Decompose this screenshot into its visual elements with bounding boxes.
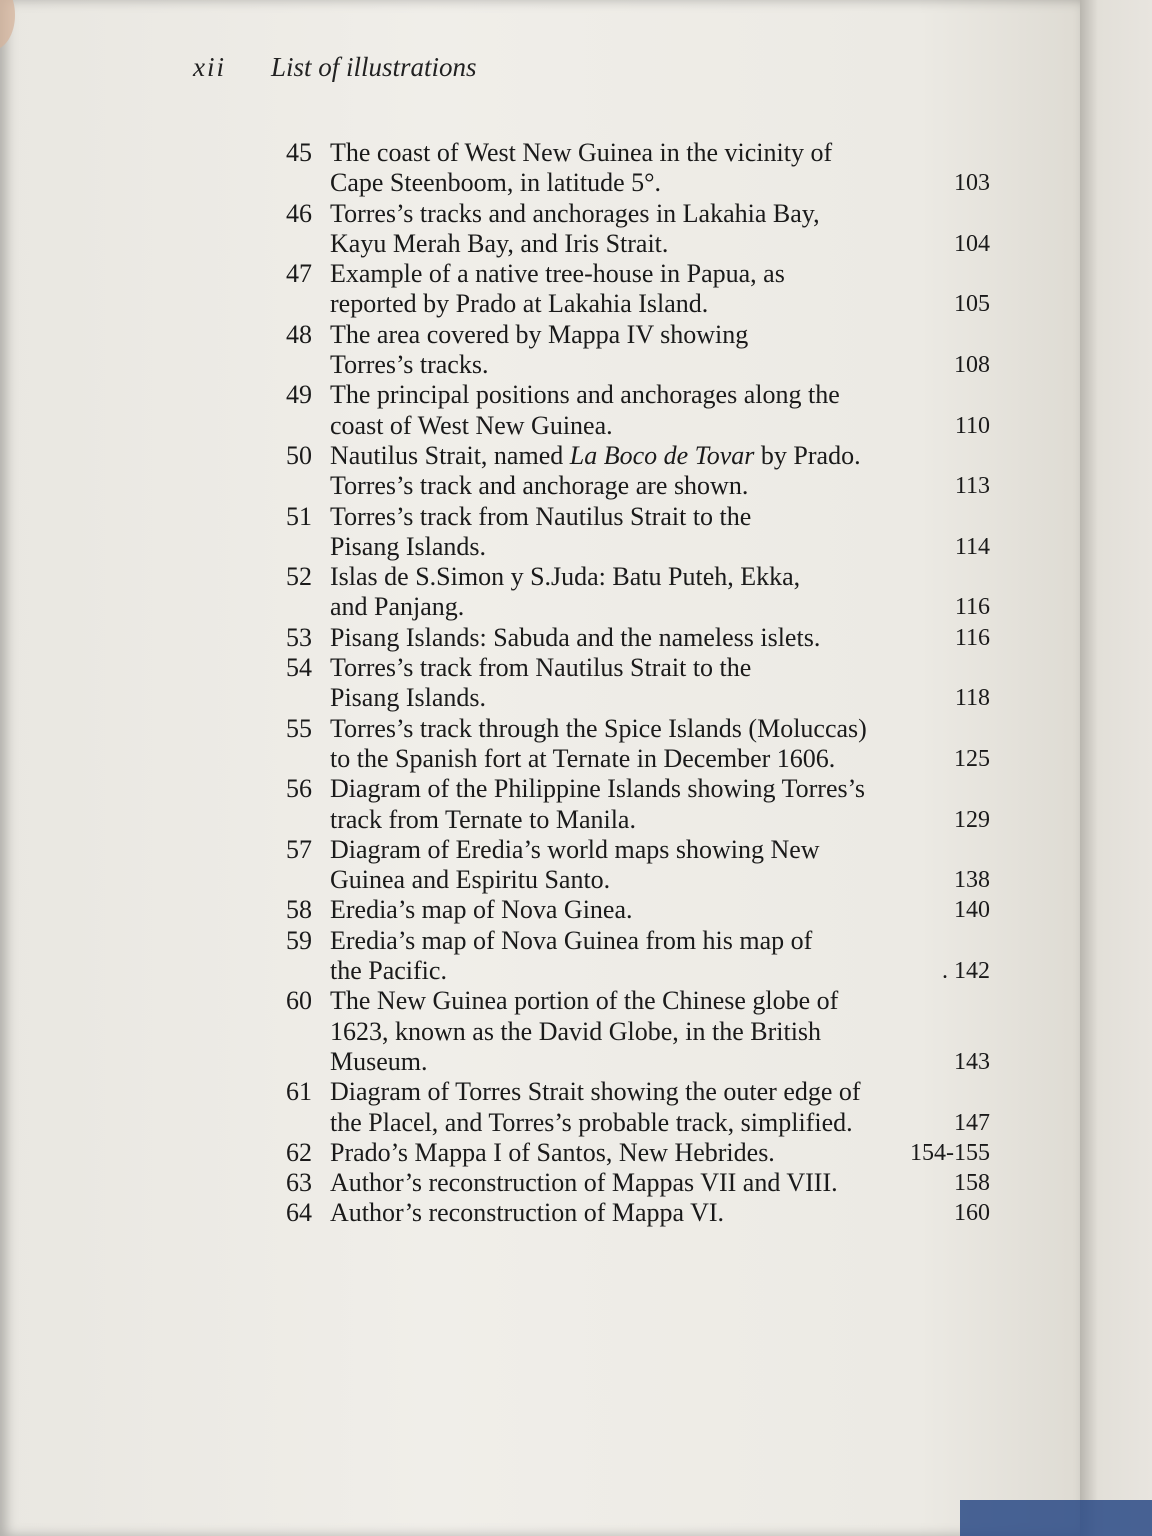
entry-caption-line: Guinea and Espiritu Santo. — [330, 865, 611, 895]
entry-number: 53 — [286, 622, 312, 652]
list-entry — [270, 259, 990, 320]
entry-number: 48 — [286, 319, 312, 349]
list-entry — [270, 1168, 990, 1198]
entry-caption-line: coast of West New Guinea. — [330, 410, 613, 440]
entry-page-number: 147 — [954, 1109, 990, 1136]
illustrations-list — [270, 138, 990, 1229]
entry-caption-line: Pisang Islands: Sabuda and the nameless islets. — [330, 622, 821, 652]
entry-page-number: 110 — [954, 412, 990, 439]
list-entry — [270, 380, 990, 441]
entry-caption-line: The principal positions and anchorages along the — [330, 380, 840, 410]
entry-caption-line: Torres’s track through the Spice Islands (Moluccas) — [330, 713, 867, 743]
entry-caption-line: Eredia’s map of Nova Guinea from his map of — [330, 925, 813, 955]
list-entry — [270, 320, 990, 381]
entry-caption-line: Diagram of Eredia’s world maps showing New — [330, 834, 820, 864]
facing-page-edge — [1080, 0, 1152, 1536]
list-entry — [270, 895, 990, 925]
list-entry — [270, 623, 990, 653]
entry-caption-line: the Pacific. — [330, 956, 447, 986]
entry-page-number: 108 — [954, 352, 990, 379]
caption-text: by Prado. — [754, 440, 861, 470]
entry-number: 58 — [286, 895, 312, 925]
entry-number: 45 — [286, 138, 312, 167]
book-cover-edge — [960, 1500, 1152, 1536]
entry-number: 49 — [286, 380, 312, 410]
list-entry — [270, 835, 990, 896]
entry-number: 60 — [286, 986, 312, 1016]
entry-page-number: 118 — [954, 685, 990, 712]
entry-caption-line: Diagram of Torres Strait showing the outer edge of — [330, 1077, 861, 1107]
entry-caption-line: track from Ternate to Manila. — [330, 804, 636, 834]
entry-caption-line: Author’s reconstruction of Mappas VII and VIII. — [330, 1168, 838, 1198]
entry-page-number: 116 — [954, 594, 990, 621]
caption-text: Nautilus Strait, named — [330, 440, 570, 470]
list-entry — [270, 502, 990, 563]
entry-number: 54 — [286, 653, 312, 683]
list-entry — [270, 562, 990, 623]
entry-caption-line: Torres’s tracks. — [330, 350, 489, 380]
entry-caption-line: Islas de S.Simon y S.Juda: Batu Puteh, Ekka, — [330, 562, 801, 592]
entry-caption-line: Torres’s track from Nautilus Strait to the — [330, 501, 752, 531]
entry-page-number: 160 — [954, 1200, 990, 1227]
entry-page-number: 154-155 — [910, 1139, 990, 1166]
entry-caption-line: Eredia’s map of Nova Ginea. — [330, 895, 633, 925]
entry-page-number: 113 — [954, 473, 990, 500]
list-entry — [270, 926, 990, 987]
entry-number: 62 — [286, 1137, 312, 1167]
finger-edge — [0, 0, 15, 50]
entry-number: 55 — [286, 713, 312, 743]
entry-caption-line: 1623, known as the David Globe, in the British — [330, 1016, 822, 1046]
list-entry — [270, 138, 990, 199]
entry-number: 61 — [286, 1077, 312, 1107]
entry-caption-line: The coast of West New Guinea in the vicinity of — [330, 138, 833, 167]
entry-page-number: 114 — [954, 533, 990, 560]
show-through-text — [290, 1260, 990, 1340]
entry-caption-line — [330, 441, 990, 471]
entry-page-number: 129 — [954, 806, 990, 833]
entry-number: 52 — [286, 562, 312, 592]
entry-number: 57 — [286, 834, 312, 864]
list-entry — [270, 774, 990, 835]
entry-caption-line: Prado’s Mappa I of Santos, New Hebrides. — [330, 1137, 775, 1167]
entry-page-number: 138 — [954, 867, 990, 894]
entry-caption-line: and Panjang. — [330, 592, 465, 622]
entry-page-number: 158 — [954, 1170, 990, 1197]
entry-page-number: 104 — [954, 230, 990, 257]
entry-caption-line: The area covered by Mappa IV showing — [330, 319, 749, 349]
entry-page-number: 125 — [954, 745, 990, 772]
entry-caption-line: Torres’s track and anchorage are shown. — [330, 471, 749, 501]
entry-number: 56 — [286, 774, 312, 804]
entry-number: 59 — [286, 925, 312, 955]
list-entry — [270, 1138, 990, 1168]
entry-caption-line: Diagram of the Philippine Islands showing Torres’s — [330, 774, 865, 804]
entry-caption-line: Museum. — [330, 1046, 428, 1076]
entry-page-number: 105 — [954, 291, 990, 318]
header-title: List of illustrations — [271, 52, 477, 82]
entry-caption-line: Pisang Islands. — [330, 531, 486, 561]
entry-caption-line: to the Spanish fort at Ternate in December 1606. — [330, 743, 836, 773]
entry-page-number: . 142 — [942, 958, 990, 985]
list-entry — [270, 199, 990, 260]
entry-page-number: 140 — [954, 897, 990, 924]
entry-number: 63 — [286, 1168, 312, 1198]
running-header — [193, 52, 477, 83]
list-entry — [270, 714, 990, 775]
entry-caption-line: Torres’s tracks and anchorages in Lakahia Bay, — [330, 198, 820, 228]
entry-caption-line: Kayu Merah Bay, and Iris Strait. — [330, 228, 669, 258]
entry-number: 46 — [286, 198, 312, 228]
entry-caption-line: Torres’s track from Nautilus Strait to the — [330, 653, 752, 683]
entry-number: 51 — [286, 501, 312, 531]
entry-caption-line: Author’s reconstruction of Mappa VI. — [330, 1198, 725, 1228]
entry-caption-line: Example of a native tree-house in Papua, as — [330, 259, 785, 289]
entry-page-number: 143 — [954, 1048, 990, 1075]
list-entry — [270, 1198, 990, 1228]
page-number: xii — [193, 52, 226, 82]
entry-page-number: 116 — [954, 624, 990, 651]
list-entry — [270, 1077, 990, 1138]
caption-italic-text: La Boco de Tovar — [569, 440, 755, 470]
list-entry — [270, 441, 990, 502]
entry-caption-line: Cape Steenboom, in latitude 5°. — [330, 168, 662, 198]
entry-number: 47 — [286, 259, 312, 289]
entry-caption-line: The New Guinea portion of the Chinese globe of — [330, 986, 839, 1016]
entry-number: 64 — [286, 1198, 312, 1228]
list-entry — [270, 653, 990, 714]
entry-caption-line: reported by Prado at Lakahia Island. — [330, 289, 709, 319]
entry-number: 50 — [286, 440, 312, 470]
list-entry — [270, 986, 990, 1077]
entry-page-number: 103 — [954, 170, 990, 197]
entry-caption-line: the Placel, and Torres’s probable track, simplified. — [330, 1107, 853, 1137]
entry-caption-line: Pisang Islands. — [330, 683, 486, 713]
